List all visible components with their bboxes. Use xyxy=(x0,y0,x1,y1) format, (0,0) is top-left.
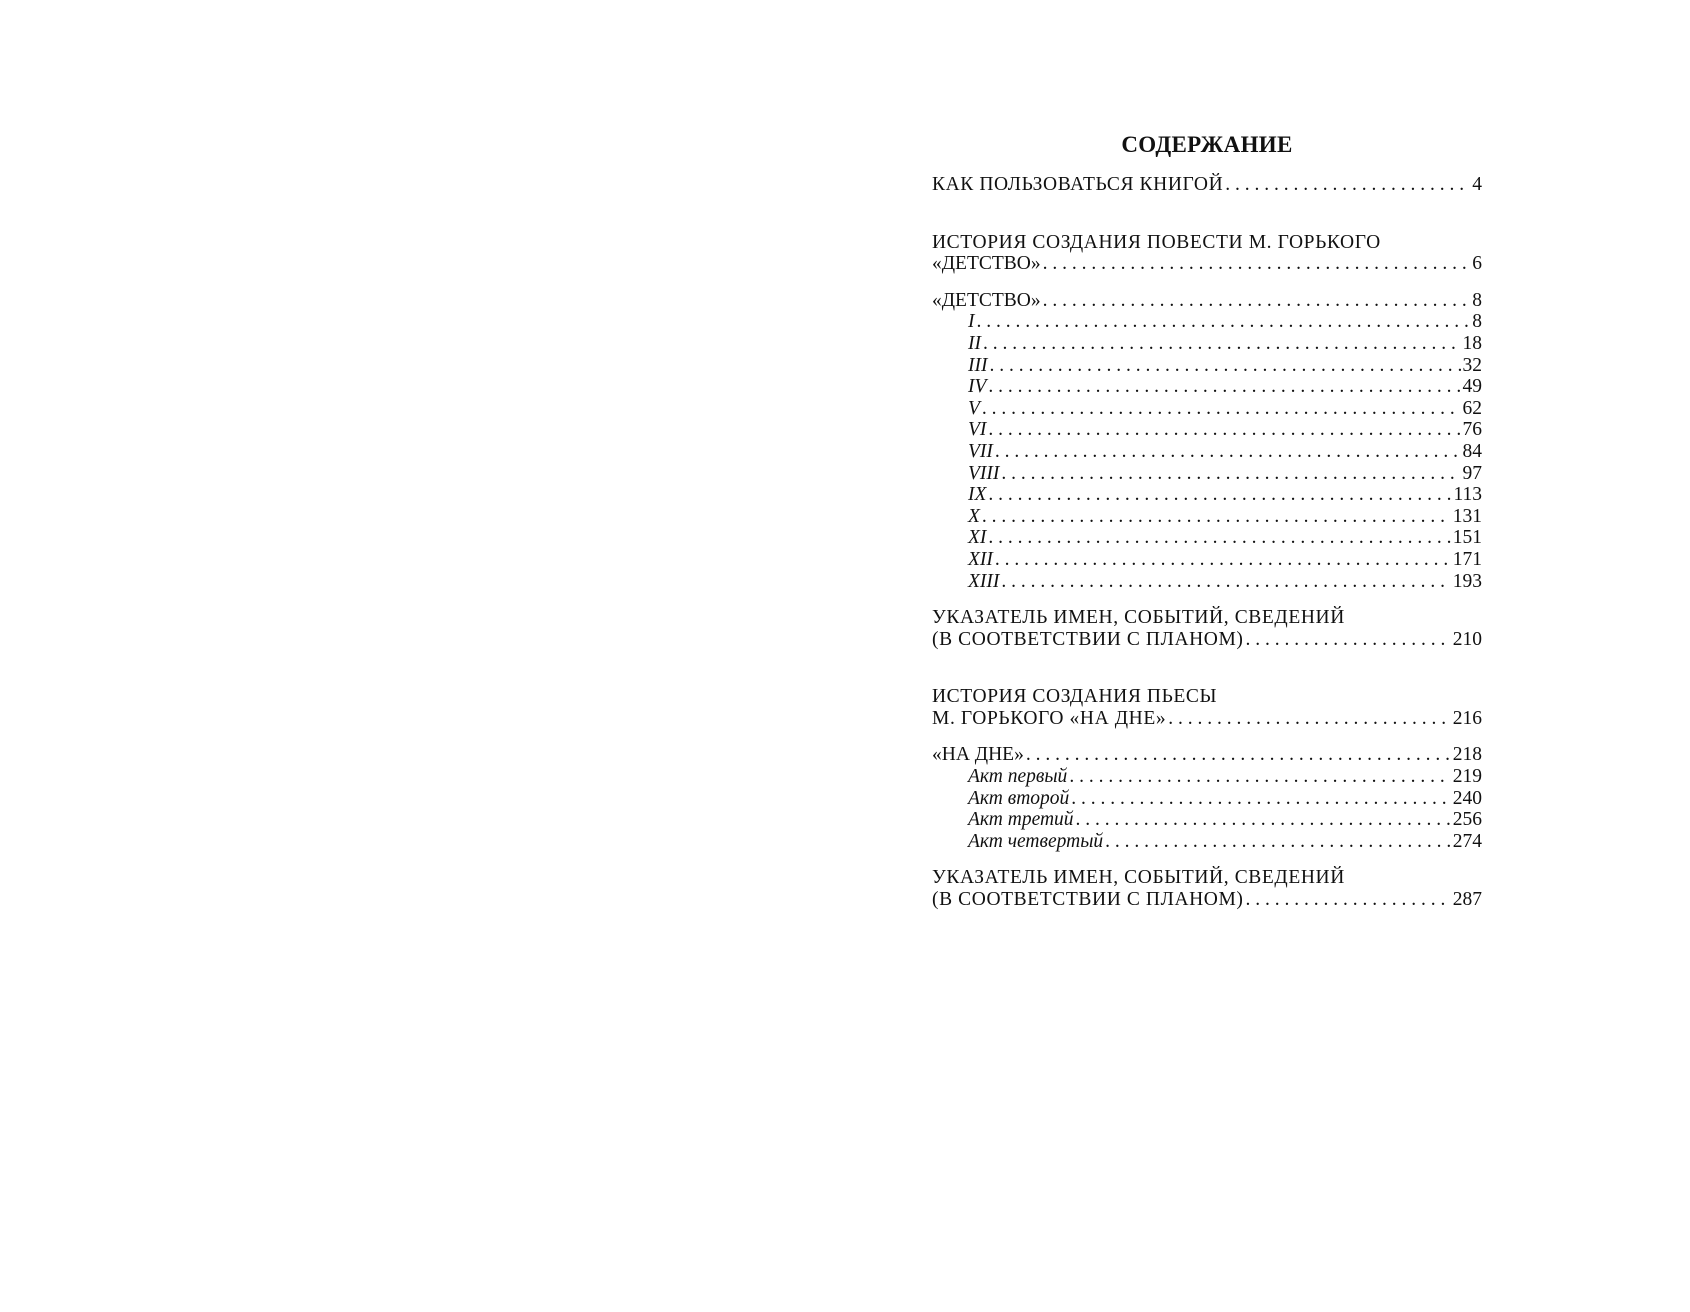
toc-entry-history-lower-depths-line1: ИСТОРИЯ СОЗДАНИЯ ПЬЕСЫ xyxy=(932,686,1218,708)
dot-leader xyxy=(1076,809,1451,831)
toc-chapter-entry[interactable] xyxy=(932,398,1482,420)
dot-leader xyxy=(982,506,1451,528)
dot-leader xyxy=(1001,463,1460,485)
toc-chapter-entry[interactable] xyxy=(932,527,1482,549)
dot-leader xyxy=(1043,290,1471,312)
dot-leader xyxy=(1246,629,1451,651)
toc-chapter-entry[interactable] xyxy=(932,419,1482,441)
chapter-label: VII xyxy=(968,440,993,462)
toc-entry-index-childhood[interactable] xyxy=(932,629,1482,651)
dot-leader xyxy=(989,355,1460,377)
dot-leader xyxy=(988,376,1460,398)
chapter-page: 171 xyxy=(1452,548,1482,570)
chapter-page: 193 xyxy=(1452,570,1482,592)
dot-leader xyxy=(1246,889,1451,911)
toc-chapter-entry[interactable] xyxy=(932,441,1482,463)
toc-chapter-entry[interactable] xyxy=(932,549,1482,571)
toc-chapter-entry[interactable] xyxy=(932,463,1482,485)
chapter-list xyxy=(932,311,1482,592)
act-page: 219 xyxy=(1452,766,1482,788)
toc-chapter-entry[interactable] xyxy=(932,333,1482,355)
act-page: 256 xyxy=(1452,809,1482,831)
toc-entry-lower-depths[interactable] xyxy=(932,744,1482,766)
act-label: Акт третий xyxy=(968,809,1074,831)
toc-title: СОДЕРЖАНИЕ xyxy=(1121,132,1293,157)
toc-entry-history-childhood[interactable] xyxy=(932,253,1482,275)
toc-entry-index-lower-depths-line1: УКАЗАТЕЛЬ ИМЕН, СОБЫТИЙ, СВЕДЕНИЙ xyxy=(932,867,1345,889)
toc-entry-label: (В СООТВЕТСТВИИ С ПЛАНОМ) xyxy=(932,628,1244,650)
toc-chapter-entry[interactable] xyxy=(932,484,1482,506)
chapter-page: 113 xyxy=(1453,484,1482,506)
chapter-label: XIII xyxy=(968,570,1000,592)
toc-chapter-entry[interactable] xyxy=(932,311,1482,333)
toc-chapter-entry[interactable] xyxy=(932,506,1482,528)
toc-entry-page: 210 xyxy=(1452,628,1482,650)
chapter-page: 76 xyxy=(1462,419,1482,441)
toc-list xyxy=(932,174,1482,911)
toc-entry-history-childhood-line1: ИСТОРИЯ СОЗДАНИЯ ПОВЕСТИ М. ГОРЬКОГО xyxy=(932,231,1381,253)
chapter-page: 8 xyxy=(1472,311,1482,333)
dot-leader xyxy=(1071,788,1450,810)
chapter-label: VI xyxy=(968,419,987,441)
dot-leader xyxy=(982,398,1461,420)
dot-leader xyxy=(983,333,1461,355)
dot-leader xyxy=(1001,571,1450,593)
toc-entry-childhood[interactable] xyxy=(932,290,1482,312)
dot-leader xyxy=(988,484,1451,506)
dot-leader xyxy=(995,441,1461,463)
chapter-label: V xyxy=(968,397,980,419)
toc-entry-label: «ДЕТСТВО» xyxy=(932,253,1041,275)
chapter-page: 49 xyxy=(1462,376,1482,398)
table-of-contents-page xyxy=(932,130,1482,911)
dot-leader xyxy=(1168,708,1451,730)
chapter-label: IX xyxy=(968,484,987,506)
toc-entry-label: КАК ПОЛЬЗОВАТЬСЯ КНИГОЙ xyxy=(932,174,1224,195)
dot-leader xyxy=(977,311,1471,333)
chapter-page: 131 xyxy=(1452,505,1482,527)
toc-entry-index-lower-depths[interactable] xyxy=(932,889,1482,911)
dot-leader xyxy=(1026,744,1451,766)
toc-entry-index-childhood-line1: УКАЗАТЕЛЬ ИМЕН, СОБЫТИЙ, СВЕДЕНИЙ xyxy=(932,607,1345,629)
act-label: Акт первый xyxy=(968,766,1068,788)
toc-act-entry[interactable] xyxy=(932,766,1482,788)
toc-chapter-entry[interactable] xyxy=(932,571,1482,593)
toc-entry-label: «ДЕТСТВО» xyxy=(932,289,1041,311)
chapter-label: VIII xyxy=(968,462,1000,484)
toc-entry-how-to-use[interactable] xyxy=(932,174,1482,196)
dot-leader xyxy=(988,419,1460,441)
chapter-label: IV xyxy=(968,376,987,398)
chapter-label: II xyxy=(968,332,981,354)
chapter-page: 18 xyxy=(1462,332,1482,354)
chapter-label: I xyxy=(968,311,975,333)
chapter-label: XI xyxy=(968,527,987,549)
toc-act-entry[interactable] xyxy=(932,788,1482,810)
toc-chapter-entry[interactable] xyxy=(932,355,1482,377)
dot-leader xyxy=(1043,253,1471,275)
toc-entry-page: 8 xyxy=(1472,289,1482,311)
toc-chapter-entry[interactable] xyxy=(932,376,1482,398)
chapter-page: 32 xyxy=(1462,354,1482,376)
act-page: 274 xyxy=(1452,830,1482,852)
dot-leader xyxy=(995,549,1451,571)
toc-entry-page: 6 xyxy=(1472,253,1482,275)
dot-leader xyxy=(988,527,1450,549)
chapter-page: 151 xyxy=(1452,527,1482,549)
chapter-label: X xyxy=(968,505,980,527)
act-list xyxy=(932,766,1482,852)
toc-act-entry[interactable] xyxy=(932,831,1482,853)
chapter-page: 84 xyxy=(1462,440,1482,462)
toc-entry-page: 4 xyxy=(1472,174,1482,195)
toc-entry-label: (В СООТВЕТСТВИИ С ПЛАНОМ) xyxy=(932,889,1244,911)
act-label: Акт второй xyxy=(968,787,1070,809)
chapter-page: 97 xyxy=(1462,462,1482,484)
toc-entry-label: М. ГОРЬКОГО «НА ДНЕ» xyxy=(932,707,1167,729)
toc-entry-page: 216 xyxy=(1452,707,1482,729)
dot-leader xyxy=(1105,831,1451,853)
toc-entry-page: 218 xyxy=(1452,744,1482,766)
toc-entry-label: «НА ДНЕ» xyxy=(932,744,1024,766)
chapter-page: 62 xyxy=(1462,397,1482,419)
act-page: 240 xyxy=(1452,787,1482,809)
dot-leader xyxy=(1069,766,1450,788)
act-label: Акт четвертый xyxy=(968,830,1104,852)
chapter-label: III xyxy=(968,354,988,376)
toc-entry-page: 287 xyxy=(1452,889,1482,911)
toc-entry-history-lower-depths[interactable] xyxy=(932,708,1482,730)
chapter-label: XII xyxy=(968,548,993,570)
toc-act-entry[interactable] xyxy=(932,809,1482,831)
dot-leader xyxy=(1225,174,1470,196)
